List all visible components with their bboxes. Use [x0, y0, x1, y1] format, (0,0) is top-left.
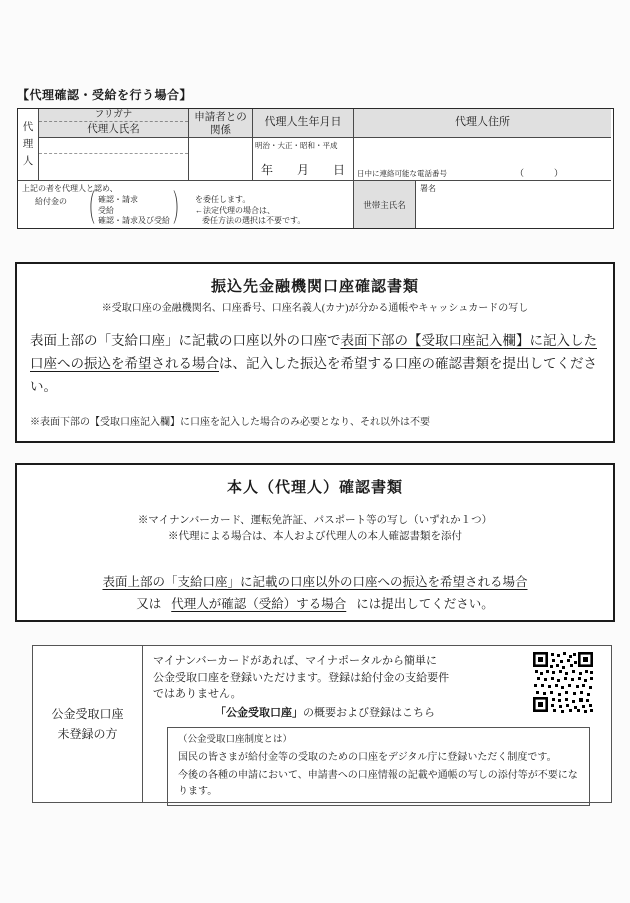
delegation-notes: を委任します。 ←法定代理の場合は、 委任方法の選択は不要です。 [195, 195, 306, 225]
header-furigana: フリガナ [39, 109, 188, 122]
year-month-day-labels: 年 月 日 [261, 163, 345, 177]
relation-entry-area [189, 138, 253, 181]
furigana-entry-area [39, 138, 188, 154]
delegation-statement: 上記の者を代理人と認め、 給付金の （ 確認・請求 受給 確認・請求及び受給 ） を委任します。 ←法定代理の場合は、 委任方法の選択は不要です。 [18, 181, 354, 228]
identity-box-conditions [17, 571, 613, 615]
phone-paren-open: （ [514, 168, 524, 178]
condition-2: 又は 代理人が確認（受給）する場合 には提出してください。 [136, 597, 494, 611]
header-address: 代理人住所 [354, 109, 611, 138]
identity-box-title: 本人（代理人）確認書類 [226, 480, 403, 496]
agent-name-field [39, 138, 189, 181]
identity-box-notes: ※マイナンバーカード、運転免許証、パスポート等の写し（いずれか１つ） ※代理による場合は、本人および代理人の本人確認書類を添付 [137, 515, 493, 542]
condition-1: 表面上部の「支給口座」に記載の口座以外の口座への振込を希望される場合 [102, 575, 528, 589]
bank-box-note: ※受取口座の金融機関名、口座番号、口座名義人(カナ)が分かる通帳やキャッシュカードの写し [101, 303, 529, 314]
bank-account-confirmation-box [15, 262, 615, 443]
bank-box-title: 振込先金融機関口座確認書類 [210, 279, 419, 295]
phone-paren-close: ） [553, 168, 563, 178]
bank-box-footnote: ※表面下部の【受取口座記入欄】に口座を記入した場合のみ必要となり、それ以外は不要 [30, 417, 430, 428]
agent-info-table [17, 108, 614, 229]
system-description-box: （公金受取口座制度とは） 国民の皆さまが給付金等の受取のための口座をデジタル庁に登録いただく制度です。 今後の各種の申請において、申請書への口座情報の記載や通帳の写しの添付等が不要になります。 [167, 727, 590, 807]
qr-code-icon [532, 651, 594, 713]
name-entry-area [39, 154, 188, 180]
registration-box-label: 公金受取口座 未登録の方 [33, 646, 143, 802]
birthdate-field [253, 138, 354, 181]
header-relation: 申請者との 関係 [189, 109, 253, 138]
agent-row-label: 代理人 [18, 109, 39, 181]
delegation-options: 確認・請求 受給 確認・請求及び受給 [98, 195, 170, 225]
brace-open: （ [81, 190, 96, 231]
brace-close: ） [172, 190, 187, 231]
public-account-registration-box [32, 645, 612, 803]
householder-name-label: 世帯主氏名 [354, 181, 416, 228]
signature-field: 署名 [420, 184, 436, 193]
section-heading: 【代理確認・受給を行う場合】 [17, 88, 193, 102]
registration-intro: マイナンバーカードがあれば、マイナポータルから簡単に 公金受取口座を登録いただけます。登録は給付金の支給要件 ではありません。 [153, 655, 450, 700]
registration-link-line: 「公金受取口座」の概要および登録はこちら [215, 706, 435, 719]
phone-number-line: 日中に連絡可能な電話番号 （ ） [357, 168, 563, 178]
header-birthdate: 代理人生年月日 [253, 109, 354, 138]
bank-box-body: 表面上部の「支給口座」に記載の口座以外の口座で表面下部の【受取口座記入欄】に記入した口座への振込を希望される場合は、記入した振込を希望する口座の確認書類を提出してください。 [30, 333, 597, 394]
identity-confirmation-box [15, 463, 615, 622]
header-name-label: 代理人氏名 [87, 124, 140, 135]
bank-box-underlined-phrase: 表面下部の【受取口座記入欄】に記入した口座への振込を希望される場合 [30, 333, 597, 371]
system-description-heading: （公金受取口座制度とは） [178, 734, 293, 745]
era-options: 明治・大正・昭和・平成 [255, 141, 338, 150]
header-agent-name [39, 109, 189, 138]
address-entry-area [354, 138, 611, 181]
